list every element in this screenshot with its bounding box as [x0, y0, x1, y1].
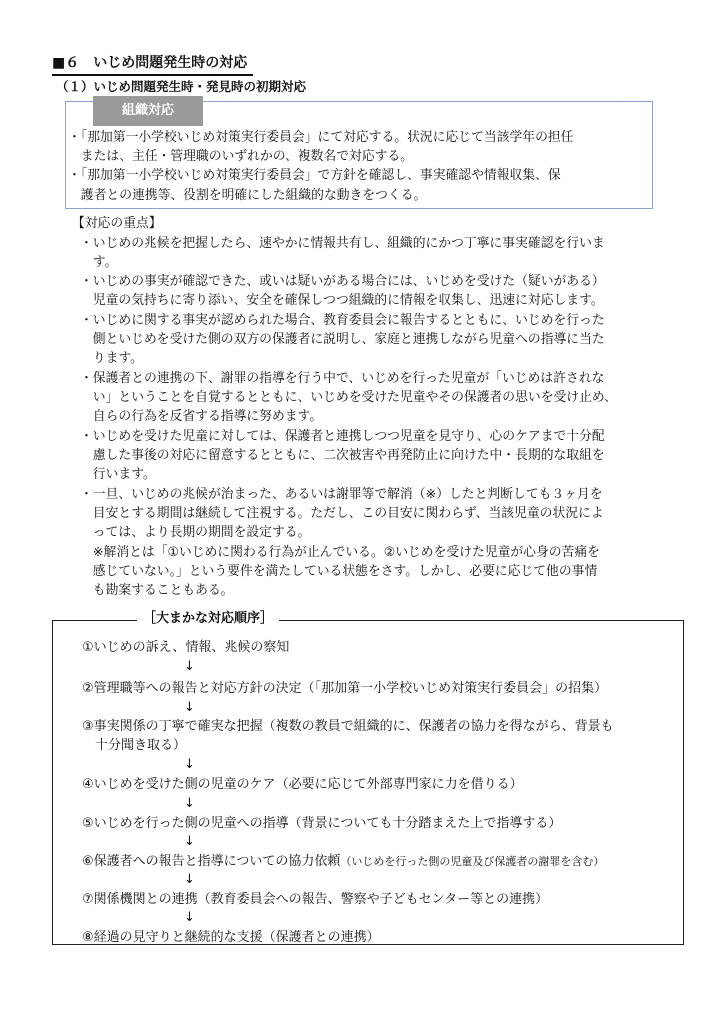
key-point-line: 自らの行為を反省する指導に努めます。: [80, 409, 323, 424]
key-point-line: ・いじめに関する事実が認められた場合、教育委員会に報告するとともに、いじめを行った: [80, 313, 605, 328]
flow-step-6: [82, 853, 604, 871]
flow-step-5: ⑤いじめを行った側の児童への指導（背景についても十分踏まえた上で指導する）: [82, 816, 562, 831]
flow-step-2: ②管理職等への報告と対応方針の決定（「那加第一小学校いじめ対策実行委員会」の招集）: [82, 681, 608, 696]
organization-label: 組織対応: [93, 96, 203, 126]
flow-step-6-text: ⑥保護者への報告と指導についての協力依頼: [82, 854, 341, 869]
key-point-line: 感じていない。」という要件を満たしている状態をさす。しかし、必要に応じて他の事情: [80, 564, 598, 579]
flow-step-4: ④いじめを受けた側の児童のケア（必要に応じて外部専門家に力を借りる）: [82, 777, 523, 792]
key-point-line: 慮した事後の対応に留意するとともに、二次被害や再発防止に向けた中・長期的な取組を: [80, 448, 605, 463]
key-point-line: 目安とする期間は継続して注視する。ただし、この目安に関わらず、当該児童の状況によ: [80, 506, 604, 521]
down-arrow-icon: ↓: [184, 796, 195, 811]
flow-step-3-continued: 十分聞き取る）: [82, 738, 187, 753]
organization-line: ・「那加第一小学校いじめ対策実行委員会」にて対応する。状況に応じて当該学年の担任: [68, 130, 574, 145]
key-point-line: ・いじめの事実が確認できた、或いは疑いがある場合には、いじめを受けた（疑いがある）: [80, 274, 605, 289]
key-point-line: ・いじめを受けた児童に対しては、保護者と連携しつつ児童を見守り、心のケアまで十分配: [80, 429, 605, 444]
down-arrow-icon: ↓: [184, 757, 195, 772]
key-point-line: ※解消とは「①いじめに関わる行為が止んでいる。②いじめを受けた児童が心身の苦痛を: [80, 545, 600, 560]
flow-step-6-note: （いじめを行った側の児童及び保護者の謝罪を含む）: [340, 855, 605, 868]
flow-step-7: ⑦関係機関との連携（教育委員会への報告、警察や子どもセンター等との連携）: [82, 892, 549, 907]
key-points-heading: 【対応の重点】: [72, 216, 162, 231]
flow-title: ［大まかな対応順序］: [137, 610, 279, 628]
flow-step-8: ⑧経過の見守りと継続的な支援（保護者との連携）: [82, 930, 380, 945]
key-point-line: ・保護者との連携の下、謝罪の指導を行う中で、いじめを行った児童が「いじめは許されな: [80, 371, 605, 386]
section-title: ■６ いじめ問題発生時の対応: [52, 52, 253, 76]
key-point-line: っては、より長期の期間を設定する。: [80, 525, 311, 540]
key-point-line: も勘案することもある。: [80, 583, 234, 598]
key-point-line: ・いじめの兆候を把握したら、速やかに情報共有し、組織的にかつ丁寧に事実確認を行いま: [80, 236, 605, 251]
down-arrow-icon: ↓: [184, 834, 195, 849]
organization-line: 護者との連携等、役割を明確にした組織的な動きをつくる。: [68, 188, 427, 203]
down-arrow-icon: ↓: [184, 872, 195, 887]
down-arrow-icon: ↓: [184, 910, 195, 925]
flow-step-3: ③事実関係の丁寧で確実な把握（複数の教員で組織的に、保護者の協力を得ながら、背景も: [82, 719, 614, 734]
key-point-line: い」ということを自覚するとともに、いじめを受けた児童やその保護者の思いを受け止め、: [80, 390, 617, 405]
key-point-line: ります。: [80, 351, 143, 366]
down-arrow-icon: ↓: [184, 659, 195, 674]
section-subtitle: （１）いじめ問題発生時・発見時の初期対応: [56, 79, 307, 94]
organization-line: または、主任・管理職のいずれかの、複数名で対応する。: [68, 149, 414, 164]
key-point-line: 児童の気持ちに寄り添い、安全を確保しつつ組織的に情報を収集し、迅速に対応します。: [80, 293, 604, 308]
key-point-line: 行います。: [80, 467, 156, 482]
organization-line: ・「那加第一小学校いじめ対策実行委員会」で方針を確認し、事実確認や情報収集、保: [68, 168, 561, 183]
key-point-line: 側といじめを受けた側の双方の保護者に説明し、家庭と連携しながら児童への指導に当た: [80, 332, 605, 347]
down-arrow-icon: ↓: [184, 700, 195, 715]
key-point-line: す。: [80, 255, 118, 270]
flow-step-1: ①いじめの訴え、情報、兆候の察知: [82, 640, 290, 655]
key-point-line: ・一旦、いじめの兆候が治まった、あるいは謝罪等で解消（※）したと判断しても３ヶ月を: [80, 487, 603, 502]
